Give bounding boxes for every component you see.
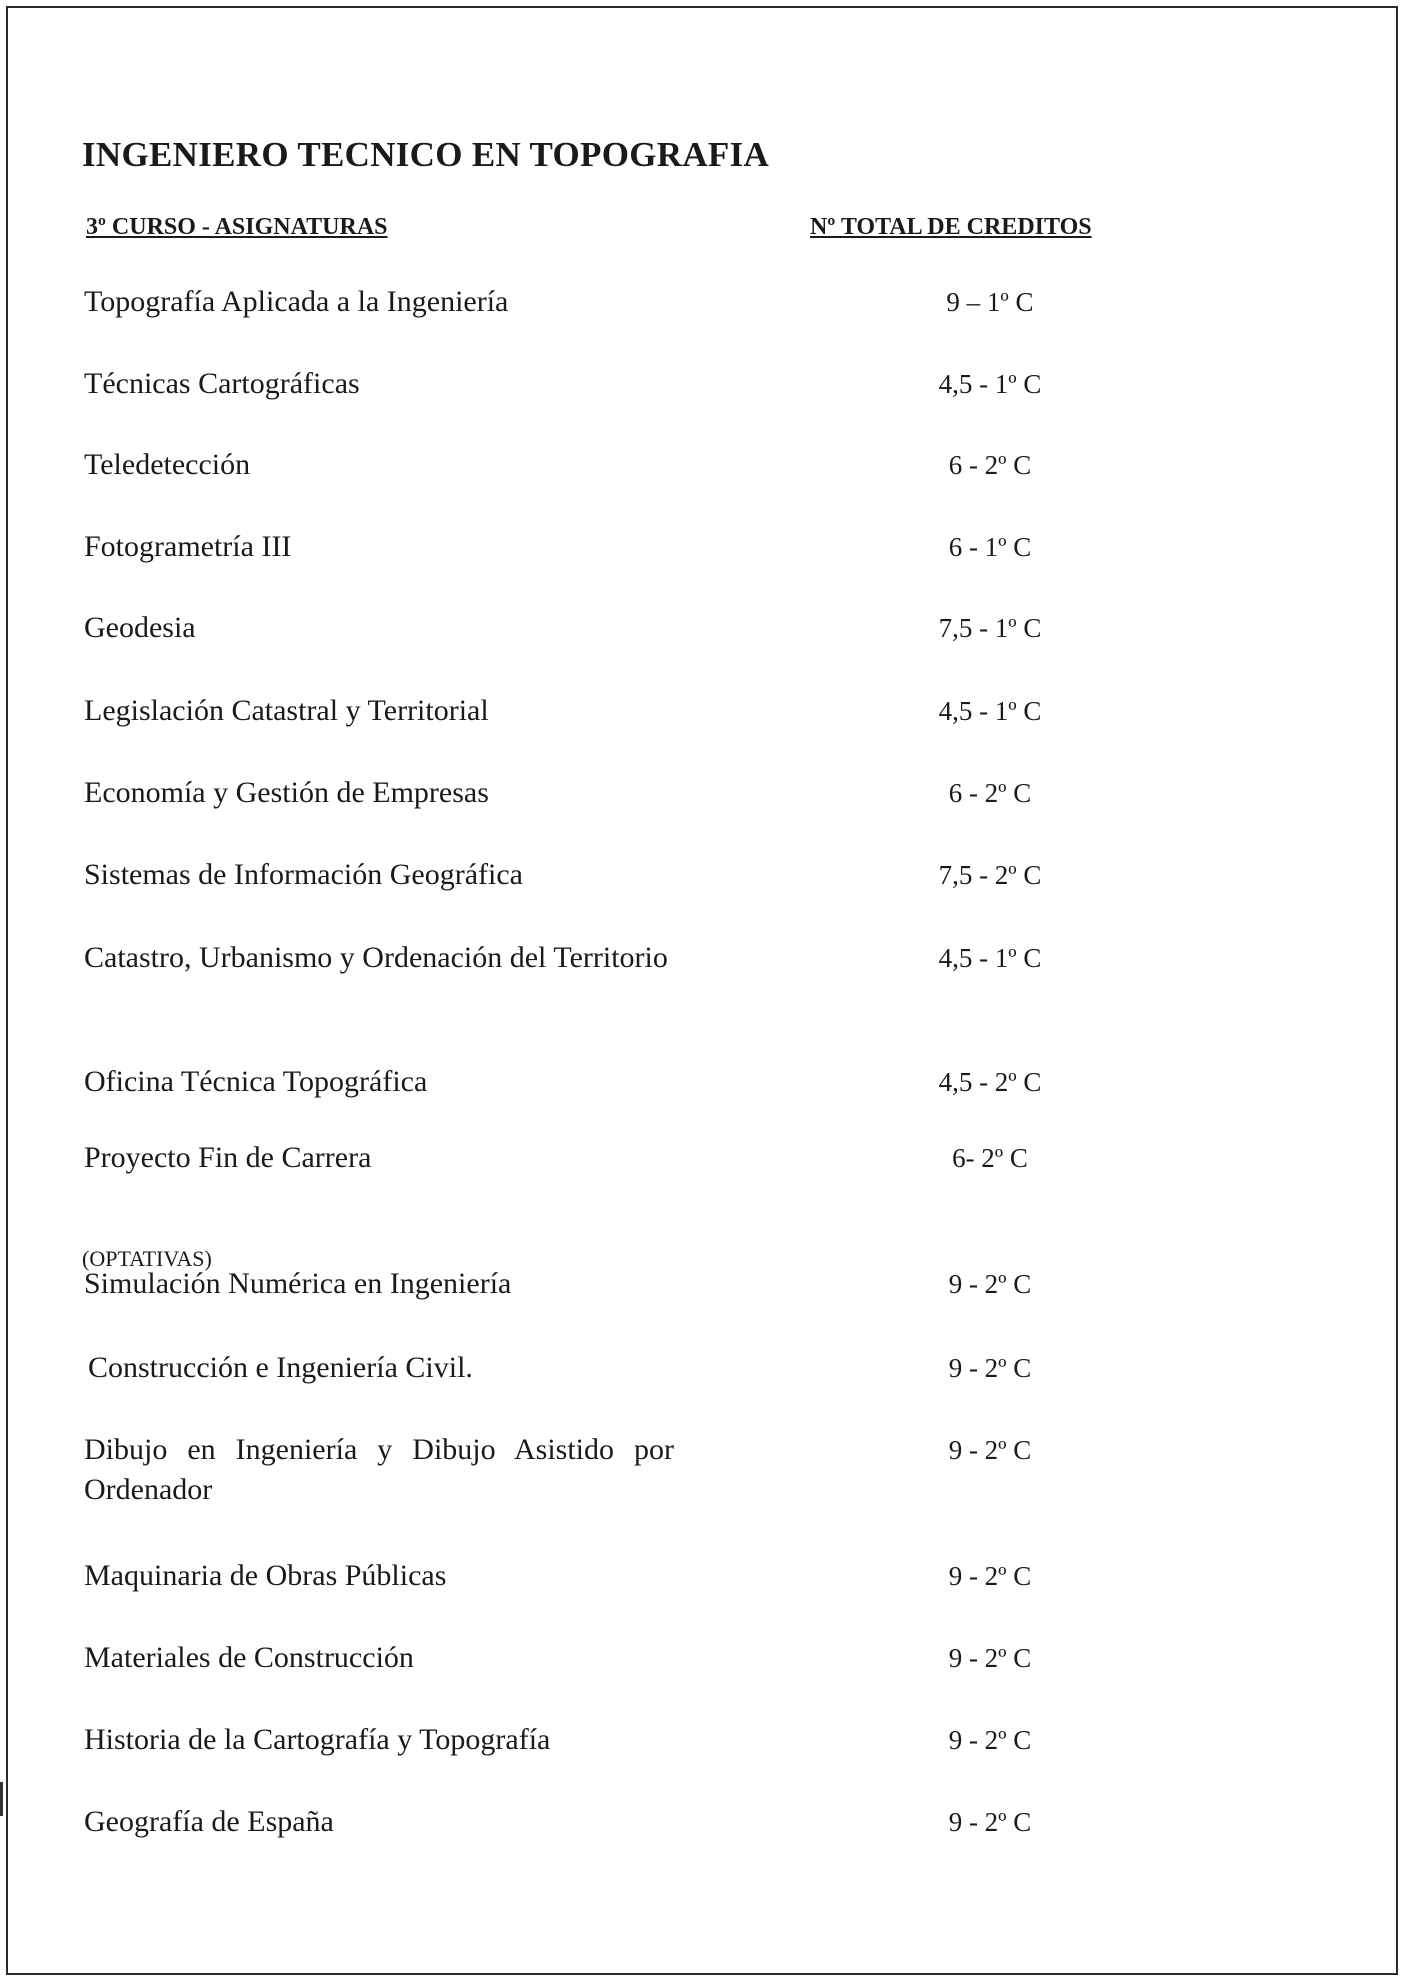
subject-credits: 6- 2º C [952,1143,1028,1173]
subject-credits: 9 - 2º C [948,1269,1032,1299]
subject-credits: 7,5 - 1º C [938,613,1042,643]
subject-name: Materiales de Construcción [84,1641,414,1674]
subject-credits: 6 - 2º C [948,450,1032,480]
subject-name: Geodesia [84,611,196,644]
subject-credits: 9 - 2º C [948,1725,1032,1755]
subject-credits: 9 - 2º C [948,1807,1032,1837]
subject-name: Técnicas Cartográficas [84,367,360,400]
subject-name: Historia de la Cartografía y Topografía [84,1723,551,1756]
subject-name: Dibujo en Ingeniería y Dibujo Asistido por Ordenador [84,1433,674,1506]
scan-edge-mark [0,1782,3,1816]
optativas-label: (OPTATIVAS) [82,1246,212,1271]
subject-name: Simulación Numérica en Ingeniería [84,1267,512,1300]
subject-credits: 4,5 - 2º C [938,1067,1042,1097]
subject-name: Sistemas de Información Geográfica [84,858,523,891]
subject-credits: 4,5 - 1º C [938,696,1042,726]
subject-credits: 9 - 2º C [948,1643,1032,1673]
subject-name: Catastro, Urbanismo y Ordenación del Territorio [84,941,668,974]
subject-name: Topografía Aplicada a la Ingeniería [84,285,509,318]
subject-credits: 9 - 2º C [948,1561,1032,1591]
subject-name: Economía y Gestión de Empresas [84,776,489,809]
subject-credits: 4,5 - 1º C [938,369,1042,399]
subject-name: Maquinaria de Obras Públicas [84,1559,447,1592]
subject-name: Oficina Técnica Topográfica [84,1065,428,1098]
subject-credits: 6 - 1º C [948,532,1032,562]
subjects-header: 3º CURSO - ASIGNATURAS [86,214,388,240]
subject-name: Legislación Catastral y Territorial [84,694,489,727]
subject-credits: 4,5 - 1º C [938,943,1042,973]
subject-credits: 9 - 2º C [948,1353,1032,1383]
subject-credits: 7,5 - 2º C [938,860,1042,890]
subject-name: Proyecto Fin de Carrera [84,1141,372,1174]
subject-credits: 9 - 2º C [948,1435,1032,1465]
subject-name: Fotogrametría III [84,530,292,563]
subject-name: Geografía de España [84,1805,334,1838]
subject-credits: 6 - 2º C [948,778,1032,808]
document-title: INGENIERO TECNICO EN TOPOGRAFIA [82,135,770,174]
subject-name: Teledetección [84,448,251,481]
credits-header: Nº TOTAL DE CREDITOS [810,214,1092,240]
subject-credits: 9 – 1º C [946,287,1034,317]
subject-name: Construcción e Ingeniería Civil. [88,1351,473,1384]
